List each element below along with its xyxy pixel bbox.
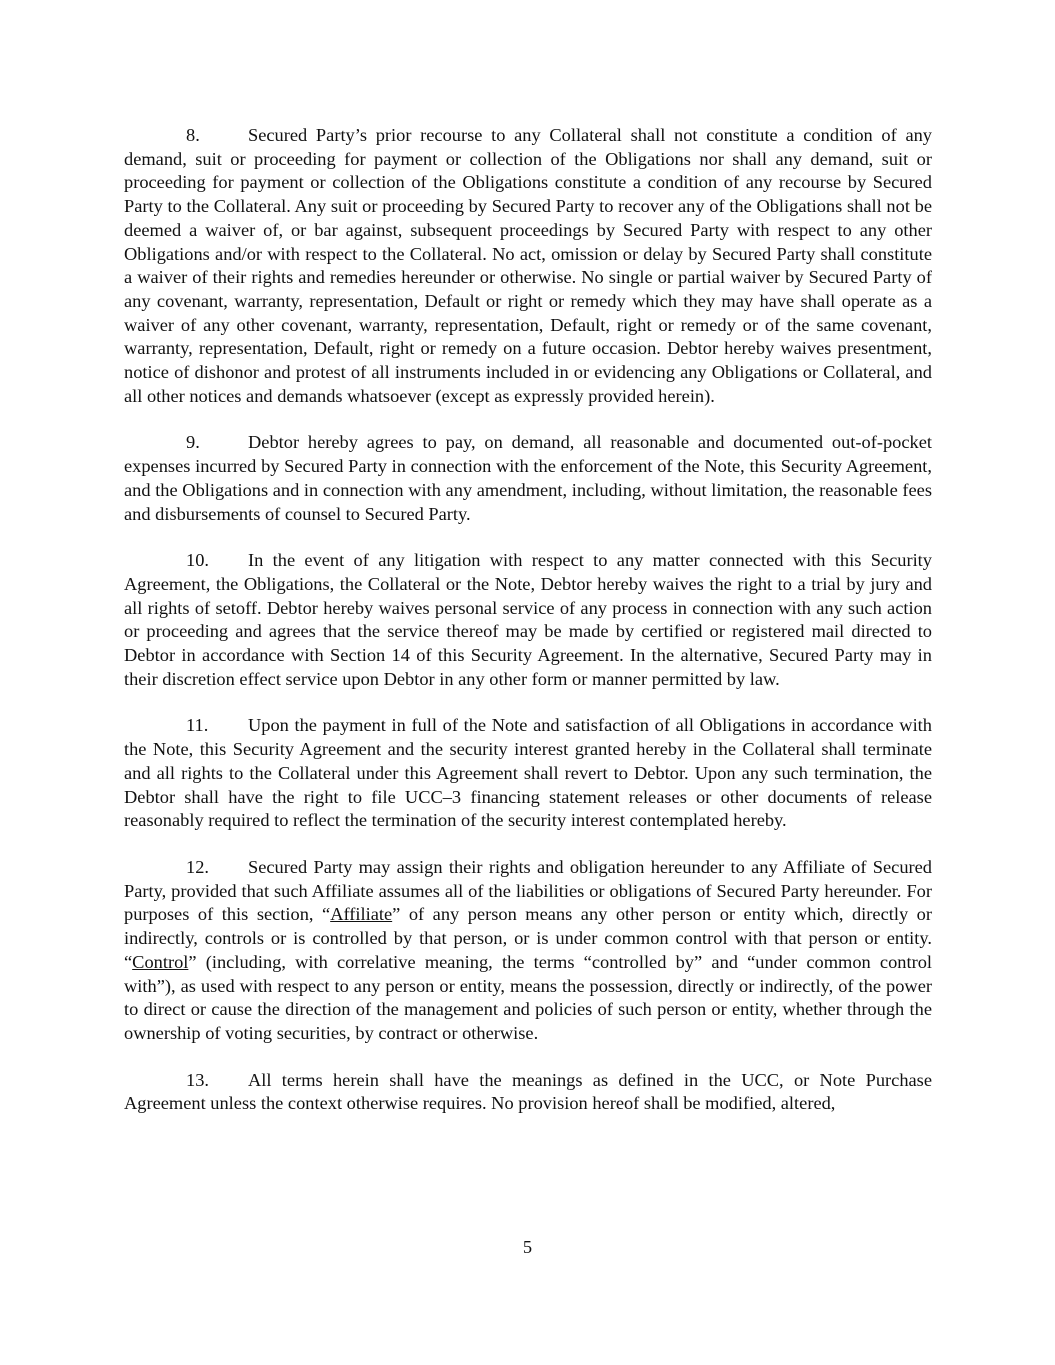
paragraph-11 bbox=[124, 714, 932, 833]
paragraph-text: Debtor hereby agrees to pay, on demand, all reasonable and documented out-of-pocket expenses incurred by Secured Party in connection with the enforcement of the Note, this Security Agreement, and the Obligations and in connection with any amendment, including, without limitation, the reasonable fees and disbursements of counsel to Secured Party. bbox=[124, 432, 932, 524]
paragraph-text: Upon the payment in full of the Note and satisfaction of all Obligations in accordance with the Note, this Security Agreement and the security interest granted hereby in the Collateral shall terminate and all rights to the Collateral under this Agreement shall revert to Debtor. Upon any such termination, the Debtor shall have the right to file UCC–3 financing statement releases or other documents of release reasonably required to reflect the termination of the security interest contemplated hereby. bbox=[124, 715, 932, 831]
paragraph-text: In the event of any litigation with respect to any matter connected with this Security Agreement, the Obligations, the Collateral or the Note, Debtor hereby waives the right to a trial by jury and all rights of setoff. Debtor hereby waives personal service of any process in connection with any such action or proceeding and agrees that the service thereof may be made by certified or registered mail directed to Debtor in accordance with Section 14 of this Security Agreement. In the alternative, Secured Party may in their discretion effect service upon Debtor in any other form or manner permitted by law. bbox=[124, 550, 932, 689]
paragraph-number: 12. bbox=[186, 856, 209, 877]
paragraph-10 bbox=[124, 549, 932, 691]
paragraph-number: 11. bbox=[186, 715, 209, 736]
paragraph-text: Secured Party may assign their rights and obligation hereunder to any Affiliate of Secured Party, provided that such Affiliate assumes all of the liabilities or obligations of Secured Party hereunder. For purposes of this section, “ bbox=[124, 856, 932, 925]
page-number: 5 bbox=[522, 1237, 533, 1257]
paragraph-number: 13. bbox=[186, 1069, 209, 1090]
paragraph-number: 8. bbox=[186, 125, 200, 145]
paragraph-9 bbox=[124, 431, 932, 526]
paragraph-number: 10. bbox=[186, 550, 209, 571]
paragraph-number: 9. bbox=[186, 432, 200, 453]
paragraph-8 bbox=[124, 124, 932, 408]
paragraph-text: All terms herein shall have the meanings as defined in the UCC, or Note Purchase Agreement unless the context otherwise requires. No provision hereof shall be modified, altered, bbox=[124, 1069, 932, 1114]
paragraph-12 bbox=[124, 856, 932, 1046]
paragraph-text: ” (including, with correlative meaning, the terms “controlled by” and “under common control with”), as used with respect to any person or entity, means the possession, directly or indirectly, of the power to direct or cause the direction of the management and policies of such person or entity, whether through the ownership of voting securities, by contract or otherwise. bbox=[124, 951, 932, 1043]
defined-term-affiliate: Affiliate bbox=[330, 904, 393, 925]
paragraph-13 bbox=[124, 1069, 932, 1116]
defined-term-control: Control bbox=[132, 951, 189, 972]
document-body bbox=[124, 124, 932, 1139]
paragraph-text: Secured Party’s prior recourse to any Collateral shall not constitute a condition of any demand, suit or proceeding for payment or collection of the Obligations nor shall any demand, suit or proceeding for payment or collection of the Obligations constitute a condition of any recourse by Secured Party to the Collateral. Any suit or proceeding by Secured Party to recover any of the Obligations shall not be deemed a waiver of, or bar against, subsequent proceedings by Secured Party with respect to any other Obligations and/or with respect to the Collateral. No act, omission or delay by Secured Party shall constitute a waiver of their rights and remedies hereunder or otherwise. No single or partial waiver by Secured Party of any covenant, warranty, representation, Default or right or remedy which they may have shall operate as a waiver of any other covenant, warranty, representation, Default, right or remedy or of the same covenant, warranty, representation, Default, right or remedy on a future occasion. Debtor hereby waives presentment, notice of dishonor and protest of all instruments included in or evidencing any Obligations or Collateral, and all other notices and demands whatsoever (except as expressly provided herein). bbox=[124, 125, 932, 406]
paragraph-text: ” of any person means any other person or entity which, directly or indirectly, controls or is controlled by that person, or is under common control with that person or entity. “ bbox=[124, 904, 932, 972]
